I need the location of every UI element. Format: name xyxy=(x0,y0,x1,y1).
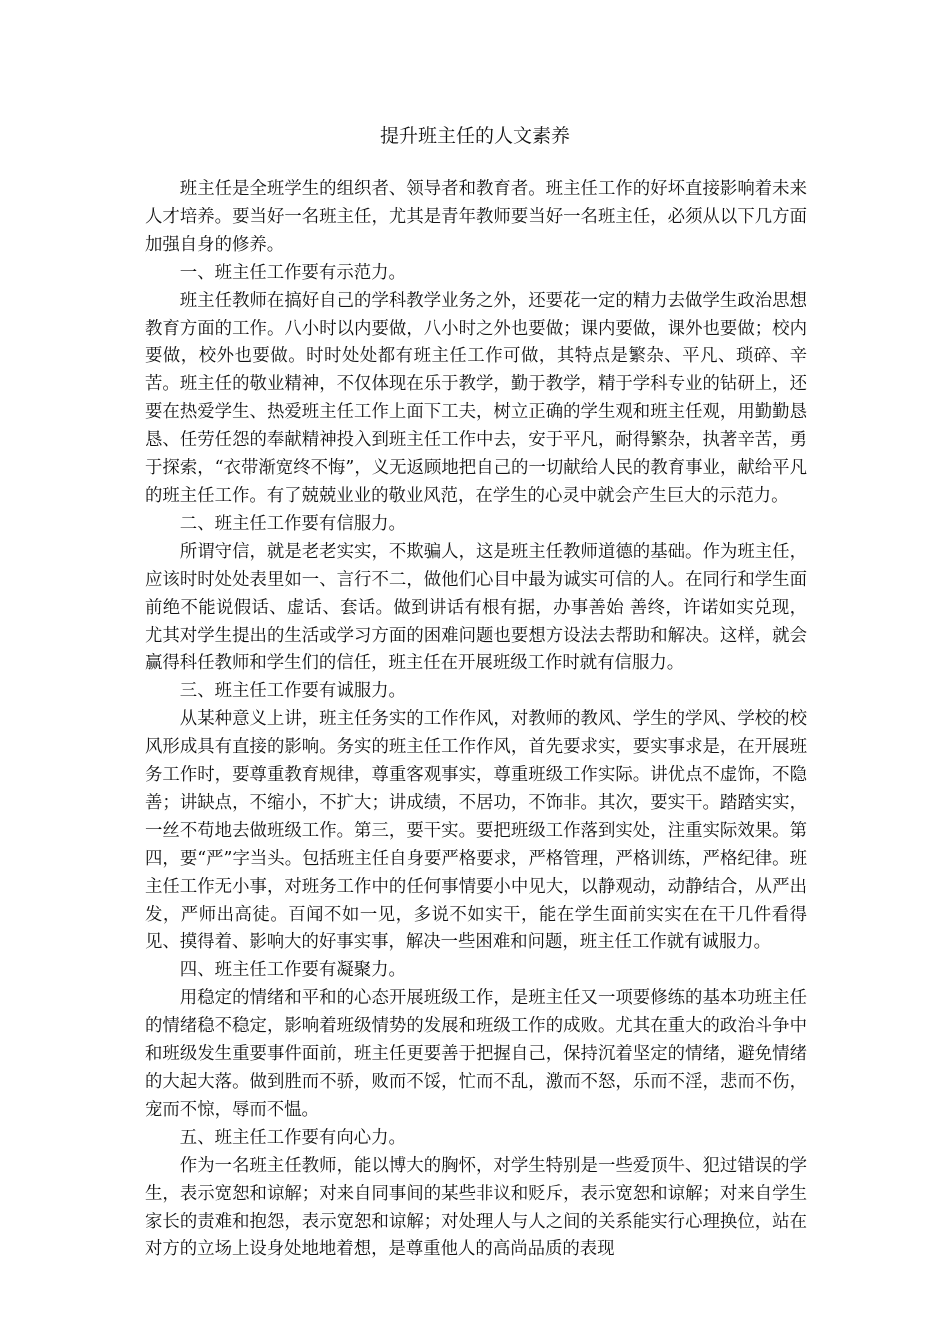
section-heading-3: 三、班主任工作要有诚服力。 xyxy=(179,681,406,702)
paragraph-1: 班主任教师在搞好自己的学科教学业务之外，还要花一定的精力去做学生政治思想教育方面的工作。八小时以内要做，八小时之外也要做；课内要做，课外也要做；校内要做，校外也要做。时时处处都有班主任工作可做，其特点是繁杂、平凡、琐碎、辛苦。班主任的敬业精神，不仅体现在乐于教学，勤于教学，精于学科专业的钻研上，还要在热爱学生、热爱班主任工作上面下工夫，树立正确的学生观和班主任观，用勤勤恳恳、任劳任怨的奉献精神投入到班主任工作中去，安于平凡，耐得繁杂，执著辛苦，勇于探索，“衣带渐宽终不悔”，义无返顾地把自己的一切献给人民的教育事业，献给平凡的班主任工作。有了兢兢业业的敬业风范，在学生的心灵中就会产生巨大的示范力。 xyxy=(145,290,807,506)
paragraph-4: 用稳定的情绪和平和的心态开展班级工作，是班主任又一项要修练的基本功班主任的情绪稳不稳定，影响着班级情势的发展和班级工作的成败。尤其在重大的政治斗争中和班级发生重要事件面前，班主任更要善于把握自己，保持沉着坚定的情绪，避免情绪的大起大落。做到胜而不骄，败而不馁，忙而不乱，激而不怒，乐而不淫，悲而不伤，宠而不惊，辱而不愠。 xyxy=(145,988,807,1120)
section-heading-1: 一、班主任工作要有示范力。 xyxy=(179,262,406,283)
paragraph-5: 作为一名班主任教师，能以博大的胸怀，对学生特别是一些爱顶牛、犯过错误的学生，表示宽恕和谅解；对来自同事间的某些非议和贬斥，表示宽恕和谅解；对来自学生家长的责难和抱怨，表示宽恕和谅解；对处理人与人之间的关系能实行心理换位，站在对方的立场上设身处地地着想，是尊重他人的高尚品质的表现 xyxy=(145,1155,807,1260)
paragraph-3: 从某种意义上讲，班主任务实的工作作风，对教师的教风、学生的学风、学校的校风形成具有直接的影响。务实的班主任工作作风，首先要求实，要实事求是，在开展班务工作时，要尊重教育规律，尊重客观事实，尊重班级工作实际。讲优点不虚饰，不隐善；讲缺点，不缩小，不扩大；讲成绩，不居功，不饰非。其次，要实干。踏踏实实，一丝不苟地去做班级工作。第三，要干实。要把班级工作落到实处，注重实际效果。第四，要“严”字当头。包括班主任自身要严格要求，严格管理，严格训练，严格纪律。班主任工作无小事，对班务工作中的任何事情要小中见大，以静观动，动静结合，从严出发，严师出高徒。百闻不如一见，多说不如实干，能在学生面前实实在在干几件看得见、摸得着、影响大的好事实事，解决一些困难和问题，班主任工作就有诚服力。 xyxy=(145,709,807,953)
paragraph-intro: 班主任是全班学生的组织者、领导者和教育者。班主任工作的好坏直接影响着未来人才培养。要当好一名班主任，尤其是青年教师要当好一名班主任，必须从以下几方面加强自身的修养。 xyxy=(145,179,807,255)
document-body xyxy=(145,176,807,1264)
section-heading-5: 五、班主任工作要有向心力。 xyxy=(179,1127,406,1148)
paragraph-2: 所谓守信，就是老老实实，不欺骗人，这是班主任教师道德的基础。作为班主任，应该时时处处表里如一、言行不二，做他们心目中最为诚实可信的人。在同行和学生面前绝不能说假话、虚话、套话。做到讲话有根有据，办事善始 善终，许诺如实兑现，尤其对学生提出的生活或学习方面的困难问题也要想方设法去帮助和解决。这样，就会赢得科任教师和学生们的信任，班主任在开展班级工作时就有信服力。 xyxy=(145,541,807,674)
document-title: 提升班主任的人文素养 xyxy=(379,125,570,147)
section-heading-2: 二、班主任工作要有信服力。 xyxy=(179,513,406,534)
section-heading-4: 四、班主任工作要有凝聚力。 xyxy=(179,960,406,981)
